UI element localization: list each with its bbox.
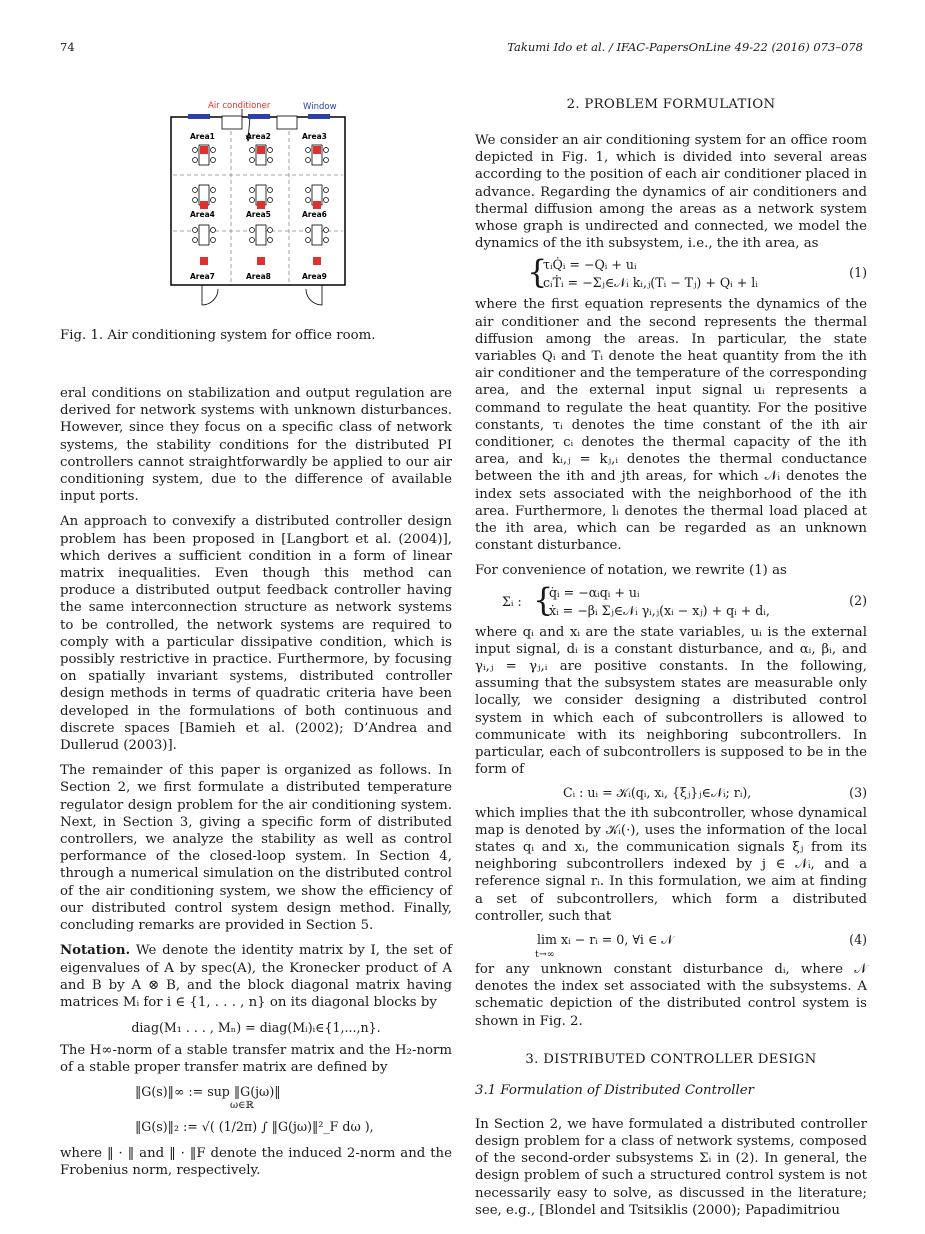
paragraph: In Section 2, we have formulated a distributed controller design problem for a class of network systems, composed of the second-order subsystems Σᵢ in (2). In general, the design problem of such a structured control system is not necessarily easy to solve, as discussed in the literature; see, e.g., [Blondel and Tsitsiklis (2000); Papadimitriou [475, 1116, 867, 1218]
paragraph: which implies that the ith subcontroller, whose dynamical map is denoted by 𝒦ᵢ(·), uses the information of the local states qᵢ and xᵢ, the communication signals ξⱼ from its neighboring subcontrollers indexed by j ∈ 𝒩ᵢ, and a reference signal rᵢ. In this formulation, we aim at finding a set of subcontrollers, which form a distributed controller, such that [475, 805, 867, 924]
area-label: Area3 [302, 132, 327, 141]
equation-hinf-sub: ω∈ℝ [230, 1099, 254, 1111]
paragraph: An approach to convexify a distributed controller design problem has been proposed in [Langbort et al. (2004)], which derives a sufficient condition in a form of linear matrix inequalities. Even though this method can produce a distributed output feedback controller having the same interconnection structure as network systems to be controlled, the network systems are required to comply with a particular dissipative condition, which is possibly restrictive in practice. Furthermore, by focusing on spatially invariant systems, distributed controller design methods in terms of quadratic criteria have been developed in the formulations of both continuous and discrete spaces [Bamieh et al. (2002); D’Andrea and Dullerud (2003)]. [60, 514, 452, 754]
paragraph: where the first equation represents the dynamics of the air conditioner and the second represents the thermal diffusion among the areas. In particular, the state variables Qᵢ and Tᵢ denote the heat quantity from the ith air conditioner and the temperature of the corresponding area, and the external input signal uᵢ represents a command to regulate the heat quantity. For the positive constants, τᵢ denotes the time constant of the ith air conditioner, cᵢ denotes the thermal capacity of the ith area, and kᵢ,ⱼ = kⱼ,ᵢ denotes the thermal conductance between the ith and jth areas, for which 𝒩ᵢ denotes the index sets associated with the neighborhood of the ith area. Furthermore, lᵢ denotes the thermal load placed at the ith area, which can be regarded as an unknown constant disturbance. [475, 297, 867, 554]
equation-hinf: ‖G(s)‖∞ := sup ‖G(jω)‖ [135, 1083, 281, 1099]
equation-2: Σᵢ : { q̇ᵢ = −αᵢqᵢ + uᵢ ẋᵢ = −βᵢ Σⱼ∈𝒩ᵢ γᵢ,ⱼ(xᵢ − xⱼ) + qᵢ + dᵢ, (2) [502, 580, 867, 619]
label-air-conditioner: Air conditioner [208, 101, 271, 111]
equation-diag: diag(M₁ . . . , Mₙ) = diag(Mᵢ)ᵢ∈{1,...,n}. [131, 1020, 381, 1036]
area-label: Area7 [190, 272, 215, 281]
subsection-title: 3.1 Formulation of Distributed Controller [475, 1082, 755, 1098]
area-label: Area6 [302, 210, 327, 219]
notation-heading: Notation. [60, 943, 131, 959]
section-title: 2. PROBLEM FORMULATION [566, 97, 776, 112]
area-label: Area4 [190, 210, 215, 219]
equation-h2: ‖G(s)‖₂ := √( (1/2π) ∫ ‖G(jω)‖²_F dω ), [135, 1118, 374, 1134]
area-label: Area1 [190, 132, 215, 141]
area-label: Area8 [246, 272, 271, 281]
paragraph: We consider an air conditioning system for an office room depicted in Fig. 1, which is divided into several areas according to the position of each air conditioner placed in advance. Regarding the dynamics of air conditioners and thermal diffusion among the areas as a network system whose graph is undirected and connected, we model the dynamics of the ith subsystem, i.e., the ith area, as [475, 133, 867, 252]
paragraph: where ‖ · ‖ and ‖ · ‖F denote the induced 2-norm and the Frobenius norm, respectively. [60, 1145, 452, 1178]
equation-1: { τᵢQ̇ᵢ = −Qᵢ + uᵢ cᵢṪᵢ = −Σⱼ∈𝒩ᵢ kᵢ,ⱼ(Tᵢ − Tⱼ) + Qᵢ + lᵢ (1) [527, 253, 867, 292]
equation-4: lim xᵢ − rᵢ = 0, ∀i ∈ 𝒩 t→∞ (4) [535, 931, 867, 960]
equation-3: Cᵢ : uᵢ = 𝒦ᵢ(qᵢ, xᵢ, {ξⱼ}ⱼ∈𝒩ᵢ; rᵢ), (3) [563, 784, 867, 800]
area-label: Area9 [302, 272, 327, 281]
notation-text: We denote the identity matrix by I, the set of eigenvalues of A by spec(A), the Kronecker product of A and B by A ⊗ B, and the block diagonal matrix having matrices Mᵢ for i ∈ {1, . . . , n} on its diagonal blocks by [60, 943, 452, 1010]
paragraph: eral conditions on stabilization and output regulation are derived for network systems with unknown disturbances. However, since they focus on a specific class of network systems, the stability conditions for the distributed PI controllers cannot straightforwardly be applied to our air conditioning system, due to the difference of available input ports. [60, 386, 452, 505]
window [188, 114, 330, 119]
running-title: Takumi Ido et al. / IFAC-PapersOnLine 49-22 (2016) 073–078 [507, 40, 863, 54]
area-label: Area2 [246, 132, 271, 141]
figure-caption: Fig. 1. Air conditioning system for office room. [60, 328, 376, 343]
figure-office-room [160, 95, 360, 315]
paragraph: For convenience of notation, we rewrite (1) as [475, 563, 787, 579]
label-window: Window [303, 102, 337, 112]
page-number: 74 [60, 40, 75, 54]
desks [193, 145, 329, 245]
paragraph: where qᵢ and xᵢ are the state variables, uᵢ is the external input signal, dᵢ is a constant disturbance, and αᵢ, βᵢ, and γᵢ,ⱼ = γⱼ,ᵢ are positive constants. In the following, assuming that the subsystem states are measurable only locally, we consider designing a distributed control system in which each of subcontrollers is allowed to communicate with its neighboring subcontrollers. In particular, each of subcontrollers is supposed to be in the form of [475, 624, 867, 778]
section-title: 3. DISTRIBUTED CONTROLLER DESIGN [525, 1051, 817, 1067]
paragraph: for any unknown constant disturbance dᵢ, where 𝒩 denotes the index set associated with the subsystems. A schematic depiction of the distributed control system is shown in Fig. 2. [475, 961, 867, 1029]
paragraph: The remainder of this paper is organized as follows. In Section 2, we first formulate a distributed temperature regulator design problem for the air conditioning system. Next, in Section 3, giving a specific form of distributed controllers, we analyze the stability as well as control performance of the closed-loop system. In Section 4, through a numerical simulation on the distributed control of the air conditioning system, we show the efficiency of our distributed control system design method. Finally, concluding remarks are provided in Section 5. [60, 763, 452, 934]
area-label: Area5 [246, 210, 271, 219]
paragraph: The H∞-norm of a stable transfer matrix and the H₂-norm of a stable proper transfer matrix are defined by [60, 1043, 452, 1076]
doors [202, 285, 322, 305]
